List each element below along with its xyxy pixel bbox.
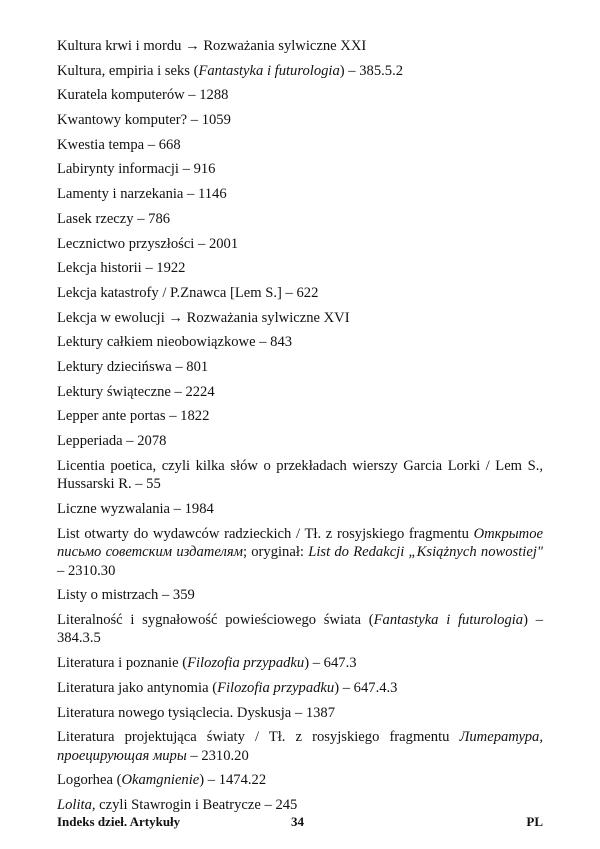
- index-entry: Kultura, empiria i seks (Fantastyka i futurologia) – 385.5.2: [57, 62, 404, 79]
- index-entry: Lolita, czyli Stawrogin i Beatrycze – 245: [57, 797, 298, 814]
- index-entry: Literatura jako antynomia (Filozofia przypadku) – 647.4.3: [57, 679, 398, 696]
- index-entry: Lasek rzeczy – 786: [57, 210, 171, 227]
- index-entry: Listy o mistrzach – 359: [57, 587, 195, 604]
- index-entry: Literatura i poznanie (Filozofia przypadku) – 647.3: [57, 655, 357, 672]
- index-entry: Kwestia tempa – 668: [57, 136, 181, 153]
- page-number: 34: [291, 814, 304, 829]
- index-entry: List otwarty do wydawców radzieckich / Tł. z rosyjskiego fragmentu Открытое письмо советским издателям; oryginał: List do Redakcji „Książnych nowostiej" – 2310.30: [57, 525, 544, 579]
- index-entry: Lekcja historii – 1922: [57, 260, 186, 277]
- index-entry: Logorhea (Okamgnienie) – 1474.22: [57, 772, 267, 789]
- footer-section-title: Indeks dzieł. Artykuły: [57, 814, 181, 829]
- index-entry: Lecznictwo przyszłości – 2001: [57, 235, 239, 252]
- index-entry: Lepperiada – 2078: [57, 433, 167, 449]
- index-entry: Literatura nowego tysiąclecia. Dyskusja – 1387: [57, 704, 336, 721]
- index-entry: Lektury całkiem nieobowiązkowe – 843: [57, 334, 293, 351]
- index-entry: Literatura projektująca światy / Tł. z rosyjskiego fragmentu Литература, проецирующая миры – 2310.20: [57, 729, 543, 764]
- index-entry: Liczne wyzwalania – 1984: [57, 500, 214, 517]
- language-code: PL: [526, 814, 543, 829]
- index-entry: Kwantowy komputer? – 1059: [57, 112, 231, 129]
- index-entry: Kuratela komputerów – 1288: [57, 87, 229, 104]
- index-entry: Lekcja katastrofy / P.Znawca [Lem S.] – 622: [57, 284, 319, 301]
- index-entry: Literalność i sygnałowość powieściowego świata (Fantastyka i futurologia) – 384.3.5: [57, 611, 543, 647]
- index-entry: Lektury świąteczne – 2224: [57, 383, 215, 400]
- index-entry: Lekcja w ewolucji → Rozważania sylwiczne XVI: [57, 309, 350, 326]
- index-entry: Labirynty informacji – 916: [57, 161, 216, 178]
- index-list: [57, 37, 543, 821]
- page-footer: [57, 814, 543, 832]
- index-entry: Lamenty i narzekania – 1146: [57, 186, 227, 203]
- index-entry: Kultura krwi i mordu → Rozważania sylwiczne XXI: [57, 38, 367, 54]
- index-entry: Lepper ante portas – 1822: [57, 408, 210, 425]
- index-entry: Licentia poetica, czyli kilka słów o przekładach wierszy Garcia Lorki / Lem S., Hussarski R. – 55: [57, 457, 543, 493]
- index-entry: Lektury dziecińswa – 801: [57, 358, 209, 375]
